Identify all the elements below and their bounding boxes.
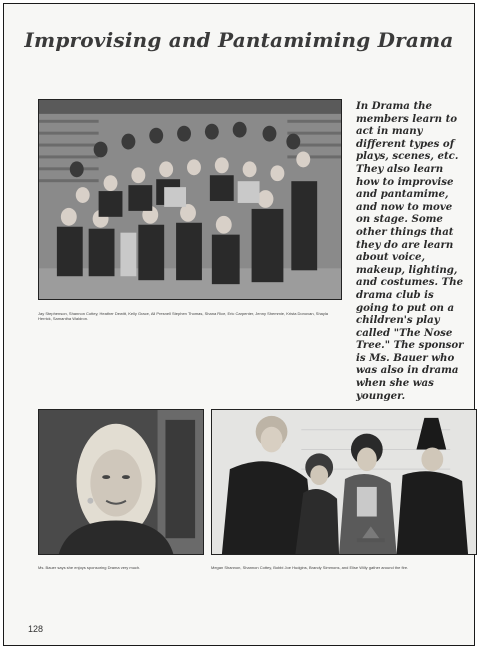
group-photo-caption: Jay Stephenson, Shannon Cottey, Heather Dewitt, Kelly Grace, All Presnell Stephen Thomas, Shana Rice, Eric Carpenter, Jenny Shemmie, Krista Donovan, Shayla Herrick, Samantha Waldron.	[38, 311, 329, 321]
students-photo-caption: Megan Shannon, Shannon Cottey, Bobbi Joe Hudgins, Brandy Simmons, and Elise Willy gather around the fire.	[211, 565, 409, 570]
bauer-portrait-photo	[38, 409, 204, 555]
page-title: Improvising and Pantamiming Drama	[24, 28, 454, 52]
bauer-photo-caption: Ms. Bauer says she enjoys sponsoring Drama very much.	[38, 565, 141, 570]
story-text: In Drama the members learn to act in many different types of plays, scenes, etc. They also learn how to improvise and pantamime, and now to move on stage. Some other things that they do are learn about voice, makeup, lighting, and costumes. The drama club is going to put on a children's play called "The Nose Tree." The sponsor is Ms. Bauer who was also in drama when she was younger.	[356, 100, 464, 402]
yearbook-page	[3, 3, 475, 646]
students-fire-photo	[211, 409, 477, 555]
group-photo	[38, 99, 342, 300]
page-number: 128	[28, 624, 44, 634]
